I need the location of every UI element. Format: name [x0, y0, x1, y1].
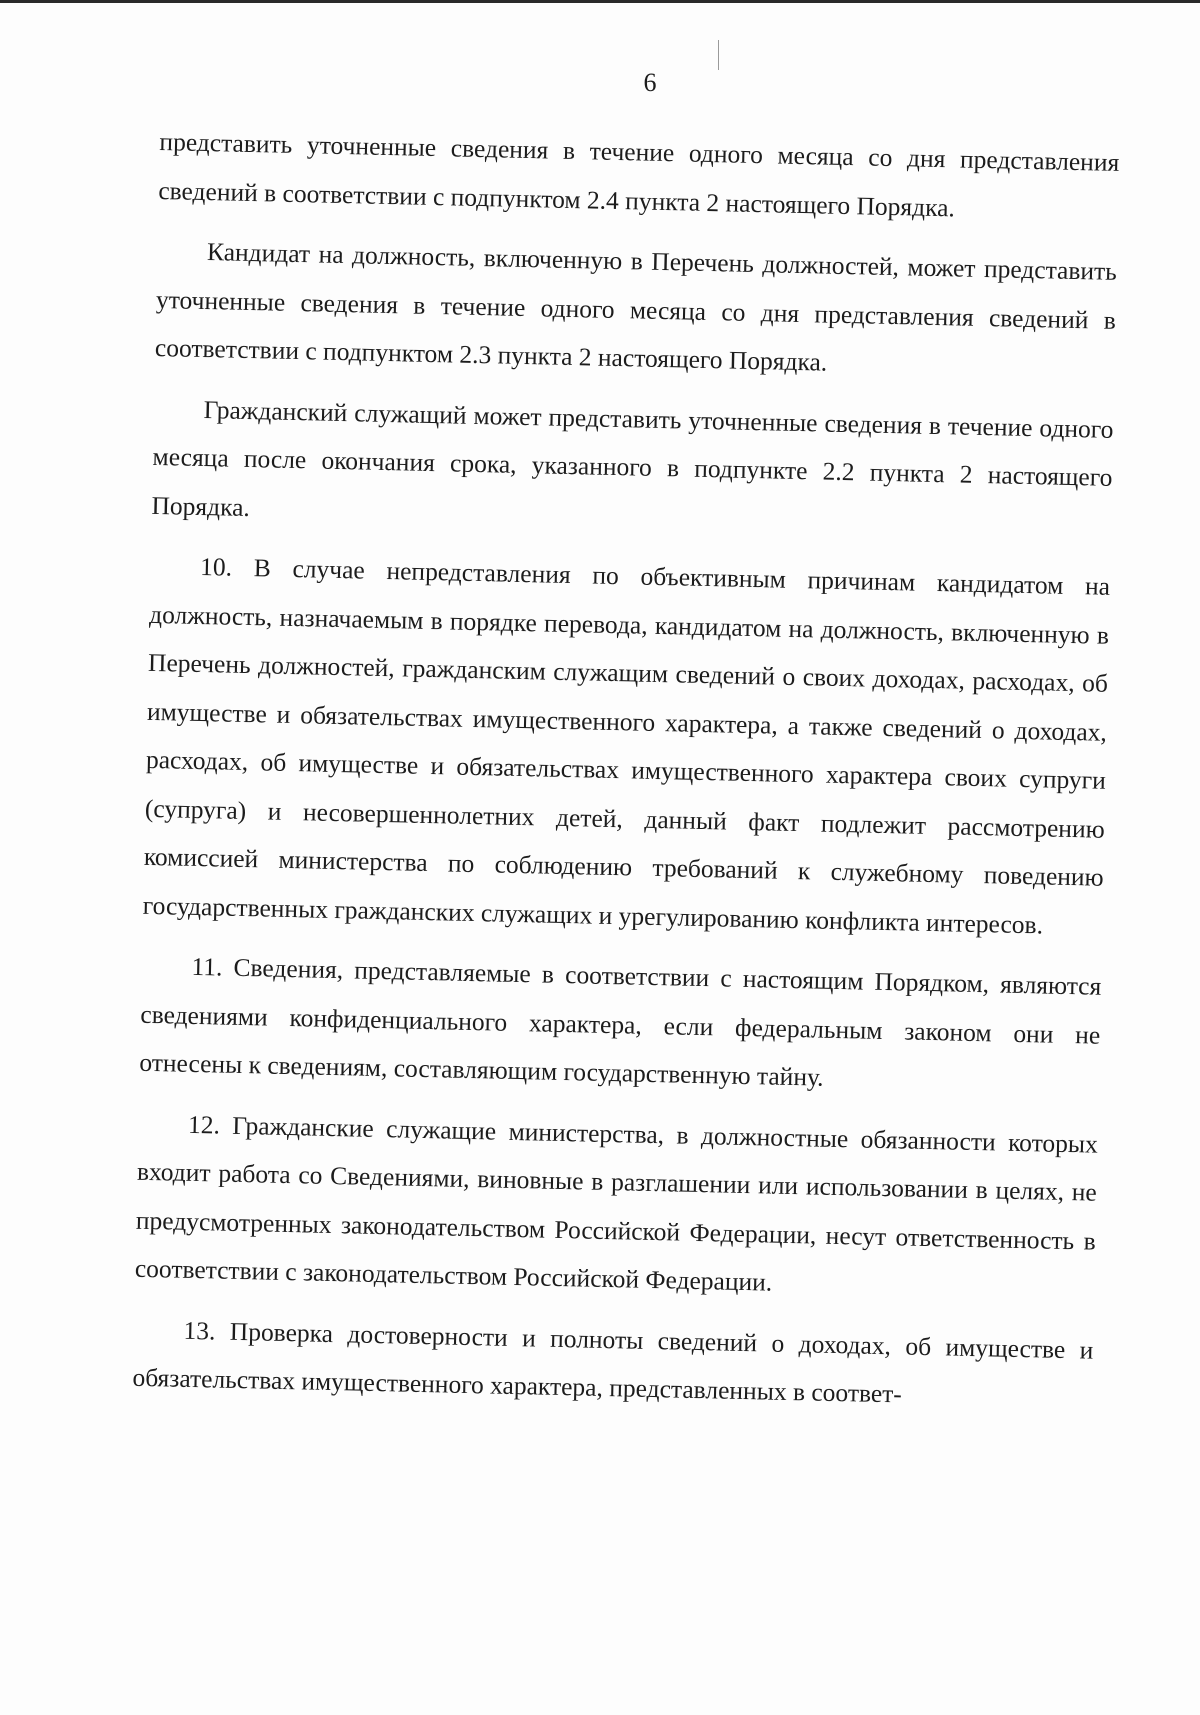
top-border-line [0, 0, 1200, 3]
document-body [132, 118, 1120, 1435]
paragraph-item-13: 13. Проверка достоверности и полноты сведений о доходах, об имуществе и обязательствах имущественного характера, представленных в соответ- [132, 1315, 1094, 1409]
paragraph-candidate: Кандидат на должность, включенную в Перечень должностей, может представить уточненные сведения в течение одного месяца со дня представления сведений в соответствии с подпунктом 2.3 пункта 2 настоящего Порядка. [154, 237, 1118, 377]
page-number: 6 [643, 68, 657, 97]
paragraph-continuation: представить уточненные сведения в течение одного месяца со дня представления сведений в соответствии с подпунктом 2.4 пункта 2 настоящего Порядка. [158, 126, 1120, 222]
paragraph-item-10: 10. В случае непредставления по объективным причинам кандидатом на должность, назначаемым в порядке перевода, кандидатом на должность, включенную в Перечень должностей, гражданским служащим сведений о своих доходах, расходах, об имуществе и обязательствах имущественного характера, а также сведений о доходах, расходах, об имуществе и обязательствах имущественного характера своих супруги (супруга) и несовершеннолетних детей, данный факт подлежит рассмотрению комиссией министерства по соблюдению требований к служебному поведению государственных гражданских служащих и урегулированию конфликта интересов. [142, 551, 1111, 939]
paragraph-item-12: 12. Гражданские служащие министерства, в должностные обязанности которых входит работа со Сведениями, виновные в разглашении или использовании в целях, не предусмотренных законодательством Российской Федерации, несут ответственность в соответствии с законодательством Российской Федерации. [134, 1109, 1099, 1297]
scan-artifact-mark [718, 40, 719, 70]
paragraph-civil-servant: Гражданский служащий может представить уточненные сведения в течение одного месяца после окончания срока, указанного в подпункте 2.2 пункта 2 настоящего Порядка. [151, 394, 1114, 522]
paragraph-item-11: 11. Сведения, представляемые в соответствии с настоящим Порядком, являются сведениями конфиденциального характера, если федеральным законом они не отнесены к сведениям, составляющим государственную тайну. [139, 951, 1102, 1092]
